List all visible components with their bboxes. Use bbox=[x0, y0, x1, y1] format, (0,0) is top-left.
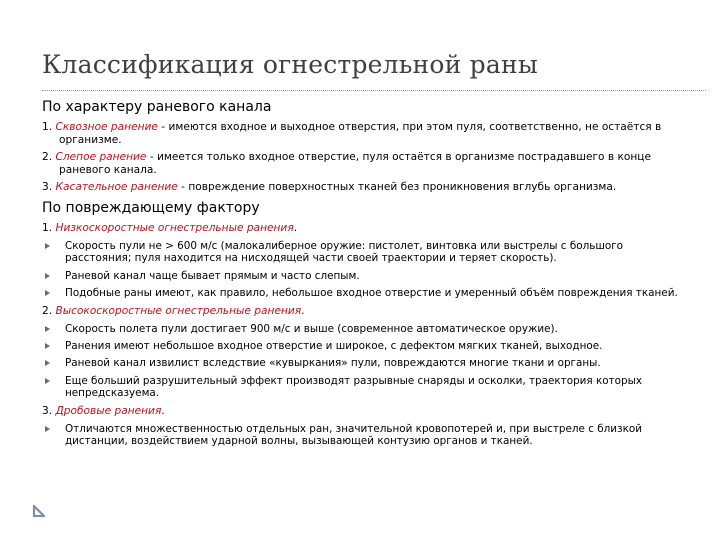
triangle-bullet-icon bbox=[45, 243, 50, 249]
bullet-item bbox=[42, 240, 692, 265]
group-term: Высокоскоростные огнестрельные ранения bbox=[55, 304, 302, 317]
group-heading-high-velocity bbox=[42, 305, 692, 318]
triangle-bullet-icon bbox=[45, 426, 50, 432]
item-text: - повреждение поверхностных тканей без проникновения вглубь организма. bbox=[177, 181, 617, 194]
triangle-bullet-icon bbox=[45, 326, 50, 332]
title-divider bbox=[42, 90, 706, 91]
group-heading-shotgun bbox=[42, 405, 692, 418]
group-number: 2. bbox=[42, 304, 53, 317]
group-number: 3. bbox=[42, 404, 53, 417]
bullet-text: Еще больший разрушительный эффект производят разрывные снаряды и осколки, траектория которых непредсказуема. bbox=[65, 374, 642, 400]
section-heading-damaging-factor: По повреждающему фактору bbox=[42, 199, 260, 216]
list-item bbox=[42, 151, 692, 176]
item-number: 2. bbox=[42, 151, 53, 164]
triangle-bullet-icon bbox=[45, 290, 50, 296]
group-number: 1. bbox=[42, 221, 53, 234]
triangle-bullet-icon bbox=[45, 343, 50, 349]
group-end: . bbox=[161, 404, 165, 417]
item-text: - имеются входное и выходное отверстия, при этом пуля, соответственно, не остаётся в организме. bbox=[59, 121, 662, 146]
item-term: Касательное ранение bbox=[55, 181, 178, 194]
item-number: 3. bbox=[42, 181, 53, 194]
bullet-list bbox=[42, 240, 692, 300]
group-heading-low-velocity bbox=[42, 222, 692, 235]
slide-content bbox=[42, 96, 692, 452]
item-text: - имеется только входное отверстие, пуля остаётся в организме пострадавшего в конце раневого канала. bbox=[59, 151, 652, 176]
bullet-item bbox=[42, 375, 692, 400]
slide-title: Классификация огнестрельной раны bbox=[42, 50, 538, 79]
group-end: . bbox=[301, 304, 305, 317]
item-term: Слепое ранение bbox=[55, 151, 147, 164]
list-item bbox=[42, 181, 692, 194]
bullet-item bbox=[42, 340, 692, 352]
bullet-text: Ранения имеют небольшое входное отверстие и широкое, с дефектом мягких тканей, выходное. bbox=[65, 340, 603, 352]
bullet-list bbox=[42, 323, 692, 400]
bullet-text: Скорость полета пули достигает 900 м/с и выше (современное автоматическое оружие). bbox=[65, 322, 558, 335]
item-term: Сквозное ранение bbox=[55, 121, 158, 133]
triangle-bullet-icon bbox=[45, 273, 50, 279]
triangle-bullet-icon bbox=[45, 378, 50, 384]
item-number: 1. bbox=[42, 121, 53, 133]
section-heading-wound-channel: По характеру раневого канала bbox=[42, 99, 272, 115]
bullet-item bbox=[42, 357, 692, 369]
bullet-item bbox=[42, 287, 692, 299]
bullet-item bbox=[42, 423, 692, 448]
bullet-item bbox=[42, 323, 692, 335]
group-end: . bbox=[293, 221, 298, 234]
bullet-text: Подобные раны имеют, как правило, небольшое входное отверстие и умеренный объём повреждения тканей. bbox=[65, 287, 678, 300]
group-term: Низкоскоростные огнестрельные ранения bbox=[55, 221, 294, 234]
bullet-text: Отличаются множественностью отдельных ран, значительной кровопотерей и, при выстреле с близкой дистанции, воздействием ударной волны, вызывающей контузию органов и тканей. bbox=[65, 422, 642, 448]
bullet-list bbox=[42, 423, 692, 448]
list-item bbox=[42, 121, 692, 146]
bullet-text: Скорость пули не > 600 м/с (малокалиберное оружие: пистолет, винтовка или выстрелы с большого расстояния; пуля находится на нисходящей части своей траектории и теряет скорость). bbox=[65, 239, 624, 265]
triangle-bullet-icon bbox=[45, 360, 50, 366]
group-term: Дробовые ранения bbox=[55, 404, 162, 417]
corner-arrow-icon bbox=[32, 504, 46, 518]
bullet-text: Раневой канал чаще бывает прямым и часто слепым. bbox=[65, 269, 360, 282]
bullet-item bbox=[42, 270, 692, 282]
bullet-text: Раневой канал извилист вследствие «кувыркания» пули, повреждаются многие ткани и органы. bbox=[65, 357, 601, 370]
